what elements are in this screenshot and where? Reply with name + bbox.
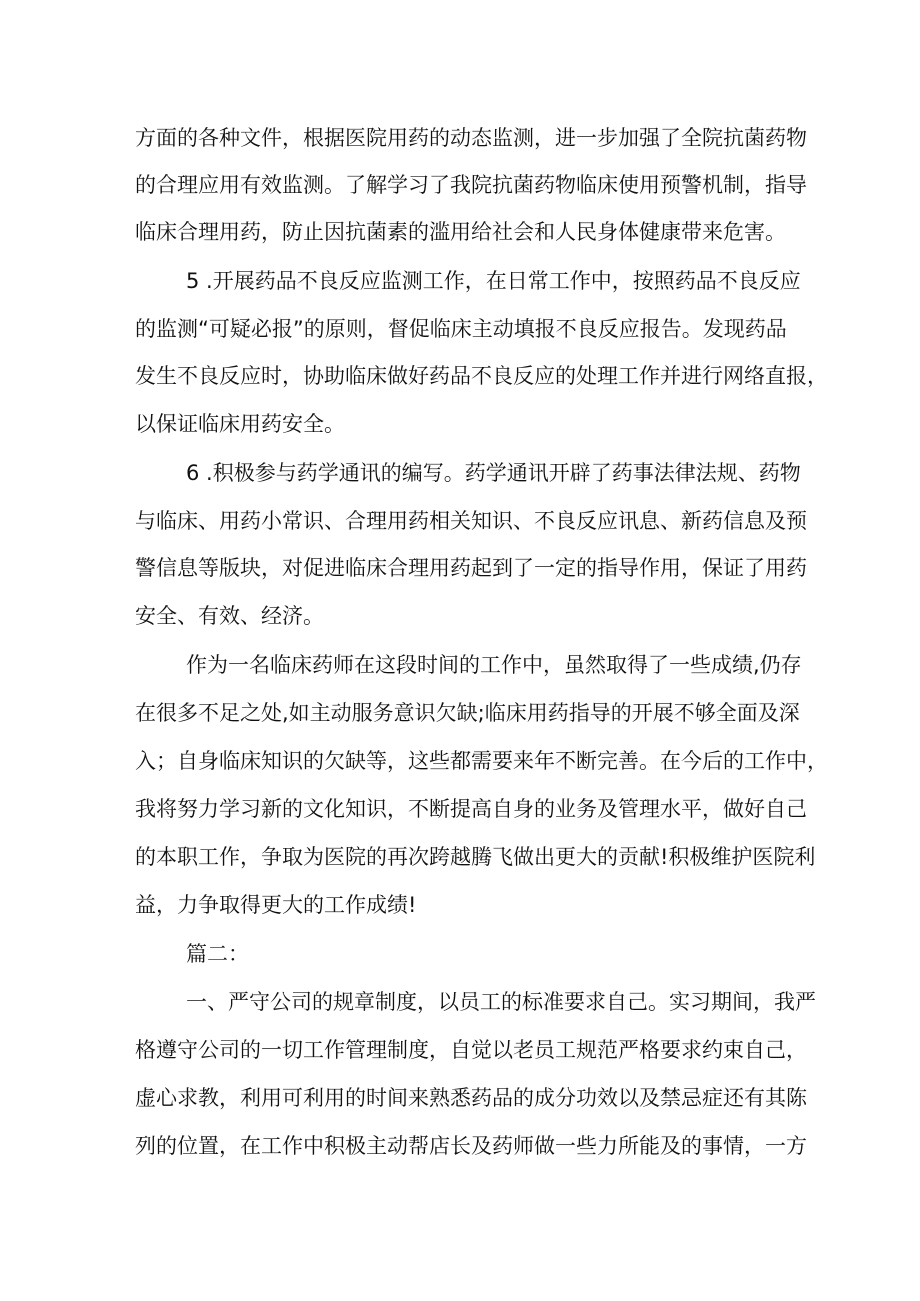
text-line: 我将努力学习新的文化知识，不断提高自身的业务及管理水平，做好自己	[135, 797, 807, 821]
text-line: 安全、有效、经济。	[135, 604, 324, 628]
text-line: 格遵守公司的一切工作管理制度，自觉以老员工规范严格要求约束自己，	[135, 1038, 807, 1062]
text-line: 以保证临床用药安全。	[135, 412, 345, 436]
paragraph-section-one: 一、严守公司的规章制度，以员工的标准要求自己。实习期间，我严	[186, 990, 816, 1014]
text-line: 在很多不足之处,如主动服务意识欠缺;临床用药指导的开展不够全面及深	[135, 701, 800, 725]
text-line: 的合理应用有效监测。了解学习了我院抗菌药物临床使用预警机制，指导	[135, 173, 807, 197]
paragraph-item-6: 6 .积极参与药学通讯的编写。药学通讯开辟了药事法律法规、药物	[186, 461, 801, 485]
text-line: 益，力争取得更大的工作成绩!	[135, 893, 417, 917]
text-line: 虚心求教，利用可利用的时间来熟悉药品的成分功效以及禁忌症还有其陈	[135, 1086, 807, 1110]
text-line: 的监测“可疑必报”的原则，督促临床主动填报不良反应报告。发现药品	[135, 317, 787, 341]
paragraph-item-5: 5 .开展药品不良反应监测工作，在日常工作中，按照药品不良反应	[186, 269, 801, 293]
text-line: 列的位置，在工作中积极主动帮店长及药师做一些力所能及的事情，一方	[135, 1134, 807, 1158]
text-line: 的本职工作，争取为医院的再次跨越腾飞做出更大的贡献!积极维护医院利	[135, 845, 816, 869]
text-line: 临床合理用药，防止因抗菌素的滥用给社会和人民身体健康带来危害。	[135, 220, 786, 244]
text-line: 与临床、用药小常识、合理用药相关知识、不良反应讯息、新药信息及预	[135, 509, 807, 533]
text-line: 警信息等版块，对促进临床合理用药起到了一定的指导作用，保证了用药	[135, 556, 807, 580]
text-line: 方面的各种文件，根据医院用药的动态监测，进一步加强了全院抗菌药物	[135, 126, 807, 150]
text-line: 入；自身临床知识的欠缺等，这些都需要来年不断完善。在今后的工作中，	[135, 749, 828, 773]
paragraph-summary: 作为一名临床药师在这段时间的工作中，虽然取得了一些成绩,仍存	[186, 653, 802, 677]
text-line: 发生不良反应时，协助临床做好药品不良反应的处理工作并进行网络直报，	[135, 364, 828, 388]
section-heading: 篇二：	[186, 942, 249, 966]
